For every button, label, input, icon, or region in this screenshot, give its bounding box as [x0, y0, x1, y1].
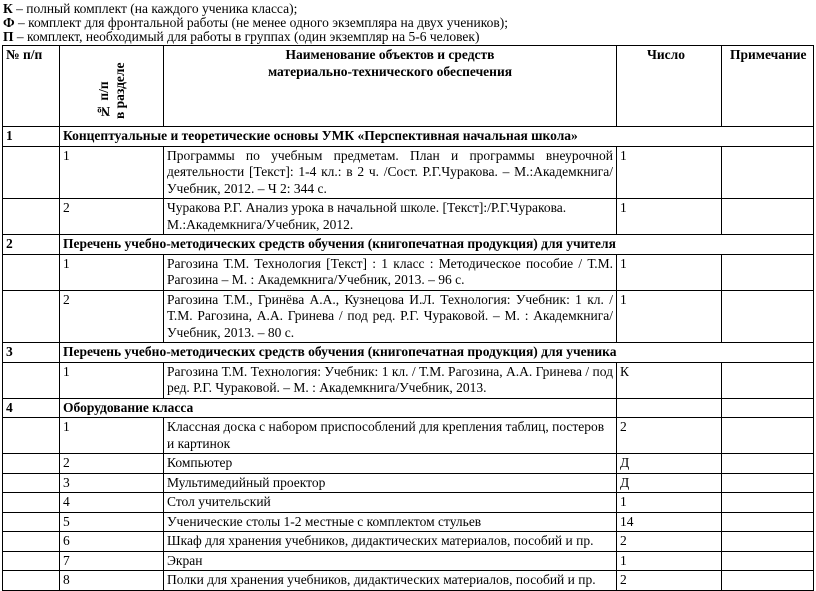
item-text: Стол учительский	[164, 493, 617, 512]
table-row	[3, 417, 813, 453]
item-count: 1	[617, 199, 722, 234]
item-count: К	[617, 363, 722, 398]
item-count: 1	[617, 255, 722, 290]
item-note	[722, 493, 813, 512]
section-num: 3	[3, 343, 60, 362]
table-row	[3, 531, 813, 551]
item-count: 2	[617, 532, 722, 551]
item-note	[722, 291, 813, 343]
table-row	[3, 146, 813, 199]
item-note	[722, 571, 813, 590]
item-count: 2	[617, 418, 722, 453]
item-num: 1	[60, 147, 164, 199]
header-num: № п/п	[3, 46, 60, 126]
materials-table	[2, 45, 814, 591]
item-text: Чуракова Р.Г. Анализ урока в начальной школе. [Текст]:/Р.Г.Чуракова. М.:Академкнига/Учебник, 2012.	[164, 199, 617, 234]
item-text: Рагозина Т.М. Технология: Учебник: 1 кл. / Т.М. Рагозина, А.А. Гринева / под ред. Р.Г. Чураковой. – М. : Академкнига/Учебник, 2013.	[164, 363, 617, 398]
item-count: 1	[617, 493, 722, 512]
section-title: Перечень учебно-методических средств обучения (книгопечатная продукция) для учителя	[63, 236, 616, 251]
header-name-line1: Наименование объектов и средств	[285, 47, 495, 62]
header-num-in-section-line2: в разделе	[111, 62, 127, 119]
item-note	[722, 255, 813, 290]
item-num: 3	[60, 474, 164, 493]
item-note	[722, 147, 813, 199]
item-num: 6	[60, 532, 164, 551]
table-row	[3, 570, 813, 590]
item-note	[722, 199, 813, 234]
item-note	[722, 454, 813, 473]
item-num: 1	[60, 255, 164, 290]
item-note	[722, 363, 813, 398]
header-num-in-section	[60, 46, 164, 126]
table-row	[3, 551, 813, 571]
item-text: Мультимедийный проектор	[164, 474, 617, 493]
item-note	[722, 418, 813, 453]
item-text: Шкаф для хранения учебников, дидактических материалов, пособий и пр.	[164, 532, 617, 551]
item-count: Д	[617, 474, 722, 493]
item-text: Программы по учебным предметам. План и программы внеурочной деятельности [Текст]: 1-4 кл.: в 2 ч. /Сост. Р.Г.Чуракова. – М.:Академкнига/ Учебник, 2012. – Ч 2: 344 с.	[164, 147, 617, 199]
section-title: Перечень учебно-методических средств обучения (книгопечатная продукция) для ученика	[63, 344, 617, 359]
table-header	[3, 46, 813, 126]
table-row	[3, 512, 813, 532]
item-num: 7	[60, 552, 164, 571]
legend-key: П	[3, 29, 14, 44]
item-num: 8	[60, 571, 164, 590]
legend-line-p	[3, 29, 479, 45]
section-row	[3, 398, 813, 418]
table-row	[3, 362, 813, 398]
item-text: Экран	[164, 552, 617, 571]
item-text: Ученические столы 1-2 местные с комплектом стульев	[164, 513, 617, 532]
section-row	[3, 234, 813, 254]
item-num: 1	[60, 418, 164, 453]
header-num-in-section-line1: № п/п	[95, 81, 111, 119]
section-row	[3, 342, 813, 362]
header-name	[164, 46, 617, 126]
table-row	[3, 198, 813, 234]
item-note	[722, 532, 813, 551]
header-note: Примечание	[730, 47, 807, 62]
item-note	[722, 474, 813, 493]
section-num: 1	[3, 127, 60, 146]
header-name-line2: материально-технического обеспечения	[267, 63, 513, 79]
item-count: Д	[617, 454, 722, 473]
legend-text: – полный комплект (на каждого ученика класса);	[12, 1, 298, 16]
legend-text: – комплект, необходимый для работы в группах (один экземпляр на 5-6 человек)	[13, 29, 480, 44]
section-title: Концептуальные и теоретические основы УМК «Перспективная начальная школа»	[63, 128, 578, 143]
table-row	[3, 290, 813, 343]
item-count: 1	[617, 147, 722, 199]
item-count: 2	[617, 571, 722, 590]
item-text: Рагозина Т.М. Технология [Текст] : 1 класс : Методическое пособие / Т.М. Рагозина – М. : Академкнига/Учебник, 2013. – 96 с.	[164, 255, 617, 290]
item-note	[722, 513, 813, 532]
table-row	[3, 492, 813, 512]
item-text: Рагозина Т.М., Гринёва А.А., Кузнецова И.Л. Технология: Учебник: 1 кл. / Т.М. Рагозина, А.А. Гринева / под ред. Р.Г. Чураковой. – М. : Академкнига/Учебник, 2013. – 80 с.	[164, 291, 617, 343]
table-row	[3, 453, 813, 473]
legend-key: Ф	[3, 15, 15, 30]
item-num: 1	[60, 363, 164, 398]
item-text: Компьютер	[164, 454, 617, 473]
item-num: 2	[60, 454, 164, 473]
item-count: 1	[617, 552, 722, 571]
table-row	[3, 473, 813, 493]
item-count: 1	[617, 291, 722, 343]
item-text: Классная доска с набором приспособлений для крепления таблиц, постеров и картинок	[164, 418, 617, 453]
legend-key: К	[3, 1, 13, 16]
item-text: Полки для хранения учебников, дидактических материалов, пособий и пр.	[164, 571, 617, 590]
item-count: 14	[617, 513, 722, 532]
header-count: Число	[617, 46, 722, 126]
legend-text: – комплект для фронтальной работы (не менее одного экземпляра на двух учеников);	[14, 15, 508, 30]
item-num: 5	[60, 513, 164, 532]
section-title: Оборудование класса	[60, 399, 617, 418]
item-note	[722, 552, 813, 571]
section-num: 2	[3, 235, 60, 254]
section-row	[3, 126, 813, 146]
table-row	[3, 254, 813, 290]
item-num: 4	[60, 493, 164, 512]
item-num: 2	[60, 291, 164, 343]
section-num: 4	[3, 399, 60, 418]
item-num: 2	[60, 199, 164, 234]
